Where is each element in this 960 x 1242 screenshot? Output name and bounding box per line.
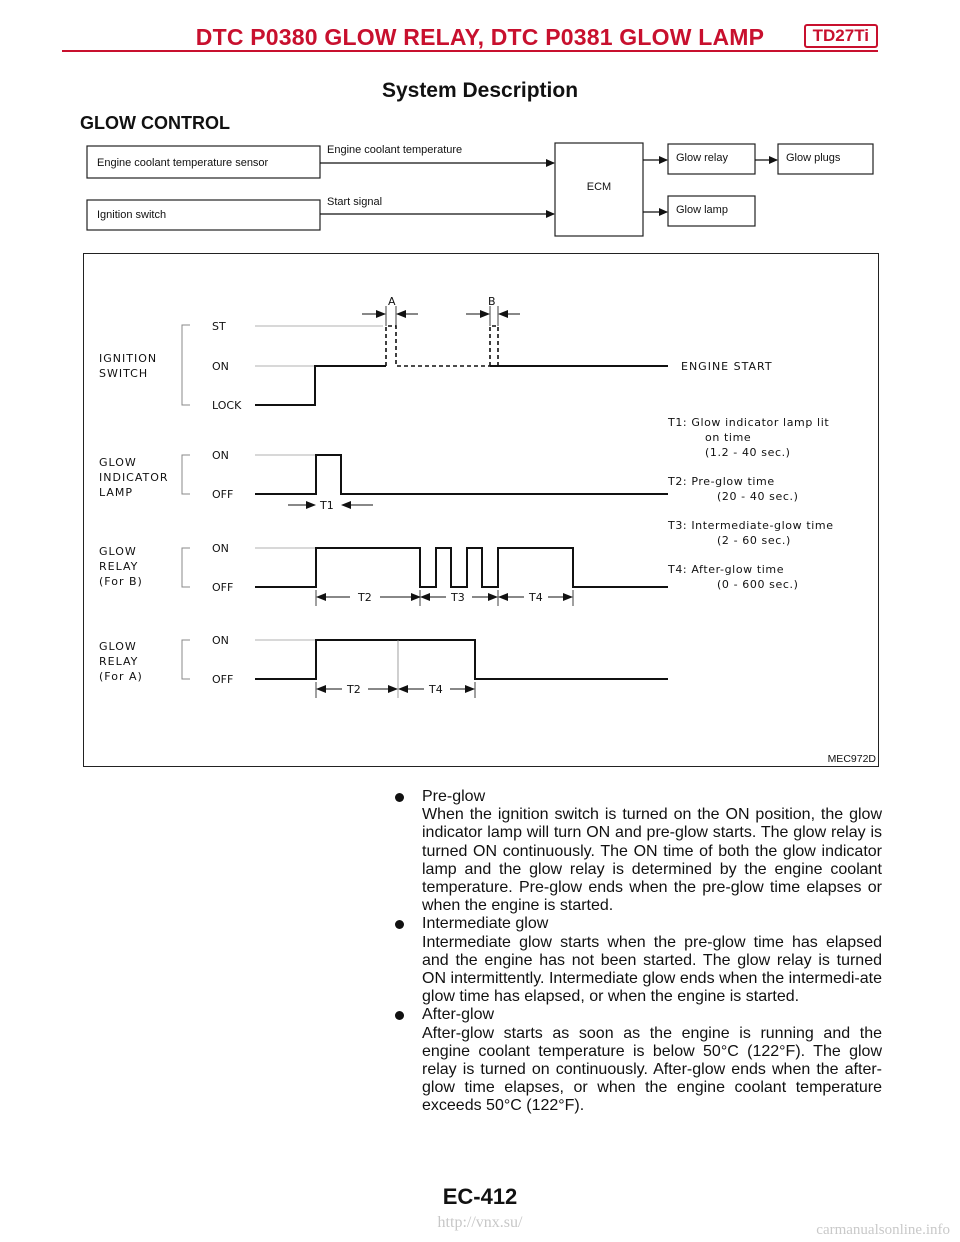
engine-start-label: ENGINE START	[681, 360, 773, 373]
bullet-heading: Pre-glow	[422, 788, 486, 805]
bullet-intermediate-glow	[395, 915, 882, 1006]
relay-b-label-3: (For B)	[99, 575, 143, 588]
legend-t1-sub1: on time	[705, 431, 752, 444]
glow-plugs-box-label: Glow plugs	[786, 152, 841, 164]
bullet-paragraph: After-glow starts as soon as the engine is running and the engine coolant temperature is below 50°C (122°F). The glow relay is turned on continuously. After-glow ends when the after-glow time elapses, or when the engine coolant temperature exceeds 50°C (122°F).	[422, 1024, 882, 1115]
legend-t1-sub2: (1.2 - 40 sec.)	[705, 446, 791, 459]
ignition-cranking-b	[490, 326, 498, 366]
coolant-signal-label: Engine coolant temperature	[327, 144, 463, 156]
bullet-heading: Intermediate glow	[422, 915, 549, 933]
lamp-state-off: OFF	[212, 488, 234, 501]
section-title: System Description	[381, 79, 579, 102]
lamp-label-3: LAMP	[99, 486, 134, 499]
legend-t2-sub: (20 - 40 sec.)	[717, 490, 799, 503]
ignition-waveform	[255, 366, 386, 405]
legend-t3: T3: Intermediate-glow time	[668, 519, 834, 532]
ignition-switch-row	[99, 295, 773, 412]
ignition-label-1: IGNITION	[99, 352, 158, 365]
bullet-paragraph: When the ignition switch is turned on the ON position, the glow indicator lamp will turn ON and pre-glow starts. The glow relay is turned ON continuously. The ON time of both the glow indicator lamp and the glow relay is determined by the engine coolant temperature. Pre-glow ends when the pre-glow time elapses or when the engine is started.	[422, 806, 882, 915]
relay-a-state-off: OFF	[212, 673, 234, 686]
page-number: EC-412	[442, 1184, 518, 1209]
t3-label: T3	[451, 591, 465, 604]
ecm-box-label: ECM	[586, 181, 612, 193]
glow-control-block-diagram	[0, 0, 960, 245]
glow-relay-b-row	[99, 542, 668, 606]
bullet-dot-icon	[395, 1011, 404, 1020]
legend-t3-sub: (2 - 60 sec.)	[717, 534, 791, 547]
bullet-paragraph: Intermediate glow starts when the pre-glow time has elapsed and the engine has not been started. The glow relay is turned ON intermittently. Intermediate glow ends when the intermedi-ate glow time has elapsed, or when the engine is started.	[422, 933, 882, 1006]
t1-label: T1	[320, 499, 334, 512]
relay-b-state-bracket	[182, 548, 190, 587]
marker-b-label: B	[488, 295, 496, 308]
relay-b-label-2: RELAY	[99, 560, 139, 573]
t2-a-label: T2	[347, 683, 361, 696]
ignition-state-on: ON	[212, 360, 229, 373]
lamp-label-2: INDICATOR	[99, 471, 169, 484]
timing-legend	[667, 416, 834, 591]
bullet-dot-icon	[395, 920, 404, 929]
bullet-heading: After-glow	[422, 1006, 495, 1024]
sensor-box-label: Engine coolant temperature sensor	[97, 157, 269, 169]
relay-b-state-off: OFF	[212, 581, 234, 594]
legend-t2: T2: Pre-glow time	[668, 475, 775, 488]
figure-code: MEC972D	[827, 753, 876, 765]
bullet-pre-glow	[395, 788, 882, 915]
lamp-label-1: GLOW	[99, 456, 137, 469]
t2-b-label: T2	[358, 591, 372, 604]
site-watermark: carmanualsonline.info	[816, 1222, 950, 1238]
glow-lamp-row	[99, 449, 668, 512]
ignition-cranking-a	[386, 326, 490, 366]
description-text	[395, 788, 882, 1116]
ignition-state-lock: LOCK	[212, 399, 242, 412]
bullet-after-glow	[395, 1006, 882, 1115]
relay-a-state-bracket	[182, 640, 190, 679]
lamp-state-bracket	[182, 455, 190, 494]
legend-t4-sub: (0 - 600 sec.)	[717, 578, 799, 591]
relay-a-label-1: GLOW	[99, 640, 137, 653]
bullet-dot-icon	[395, 793, 404, 802]
glow-relay-box-label: Glow relay	[676, 152, 728, 164]
marker-a-label: A	[388, 295, 396, 308]
ignition-state-bracket	[182, 325, 190, 405]
header-title: DTC P0380 GLOW RELAY, DTC P0381 GLOW LAMP	[195, 24, 765, 50]
lamp-state-on: ON	[212, 449, 229, 462]
ignition-label-2: SWITCH	[99, 367, 149, 380]
relay-a-state-on: ON	[212, 634, 229, 647]
t4-a-label: T4	[429, 683, 443, 696]
glow-lamp-box-label: Glow lamp	[676, 204, 728, 216]
legend-t1: T1: Glow indicator lamp lit	[668, 416, 830, 429]
relay-a-label-3: (For A)	[99, 670, 143, 683]
footer-url-link[interactable]: http://vnx.su/	[437, 1214, 523, 1231]
model-badge: TD27Ti	[804, 24, 878, 48]
relay-b-waveform	[255, 548, 668, 587]
ignition-state-st: ST	[212, 320, 226, 333]
glow-relay-a-row	[99, 634, 668, 698]
legend-t4: T4: After-glow time	[668, 563, 785, 576]
glow-timing-diagram	[83, 253, 879, 767]
start-signal-label: Start signal	[327, 196, 383, 208]
timing-diagram-frame	[83, 253, 879, 767]
relay-b-state-on: ON	[212, 542, 229, 555]
subsection-title: GLOW CONTROL	[80, 113, 230, 133]
relay-a-waveform	[255, 640, 668, 679]
t4-b-label: T4	[529, 591, 543, 604]
relay-a-label-2: RELAY	[99, 655, 139, 668]
relay-b-label-1: GLOW	[99, 545, 137, 558]
ignition-switch-box-label: Ignition switch	[97, 209, 167, 221]
lamp-waveform	[255, 455, 668, 494]
